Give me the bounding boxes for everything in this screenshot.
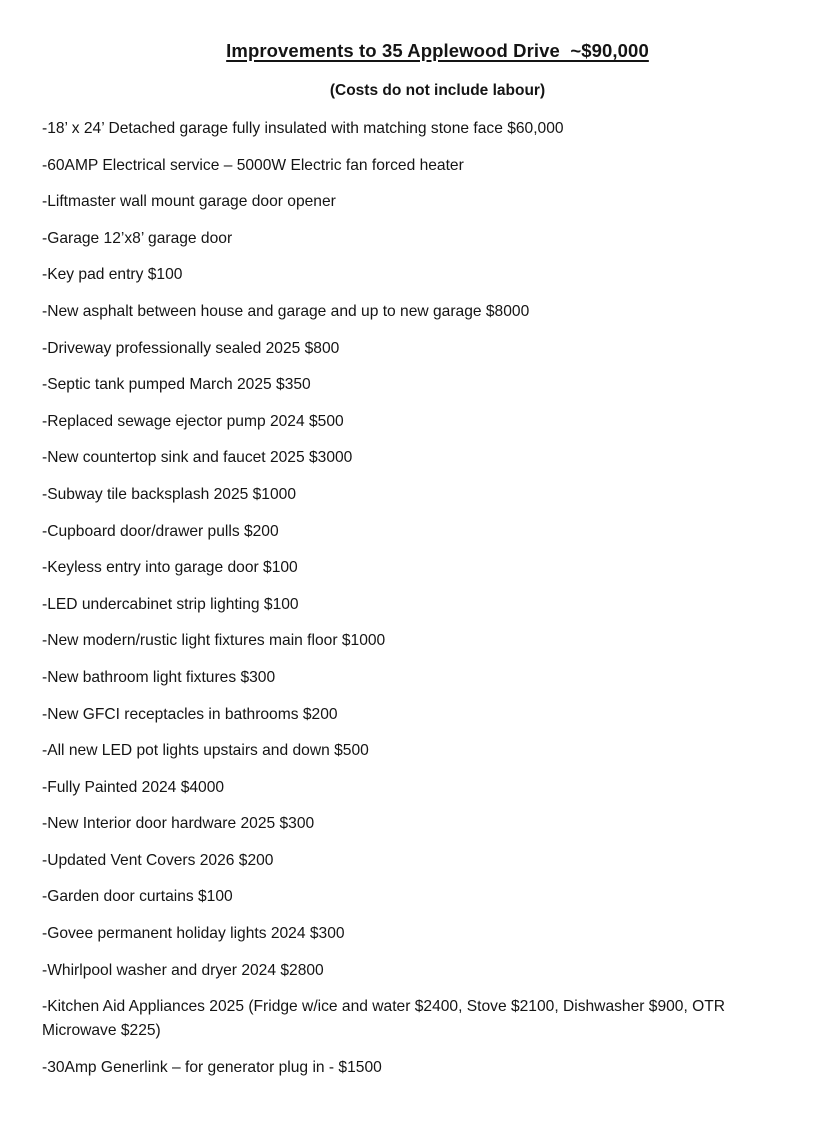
list-item: -Cupboard door/drawer pulls $200 — [42, 522, 279, 540]
list-item: -Septic tank pumped March 2025 $350 — [42, 376, 311, 394]
document-subtitle: (Costs do not include labour) — [329, 82, 546, 99]
list-item: -Fully Painted 2024 $4000 — [42, 778, 225, 796]
list-item: -LED undercabinet strip lighting $100 — [42, 595, 299, 613]
list-item: -New Interior door hardware 2025 $300 — [42, 815, 315, 833]
list-item: -18’ x 24’ Detached garage fully insulated with matching stone face $60,000 — [42, 120, 564, 137]
list-item: -30Amp Generlink – for generator plug in - $1500 — [42, 1058, 382, 1076]
list-item: -Replaced sewage ejector pump 2024 $500 — [42, 412, 344, 430]
list-item: -Kitchen Aid Appliances 2025 (Fridge w/ice and water $2400, Stove $2100, Dishwasher $900, OTR Microwave $225) — [42, 998, 726, 1040]
list-item: -All new LED pot lights upstairs and down $500 — [42, 742, 369, 760]
list-item: -Updated Vent Covers 2026 $200 — [42, 851, 274, 869]
list-item: -Liftmaster wall mount garage door opener — [42, 193, 336, 211]
list-item: -Garage 12’x8’ garage door — [42, 229, 233, 247]
list-item: -Whirlpool washer and dryer 2024 $2800 — [42, 961, 324, 979]
list-item: -Subway tile backsplash 2025 $1000 — [42, 485, 296, 503]
list-item: -New asphalt between house and garage and up to new garage $8000 — [42, 302, 530, 320]
list-item: -Key pad entry $100 — [42, 266, 183, 284]
list-item: -Keyless entry into garage door $100 — [42, 559, 298, 577]
list-item: -Driveway professionally sealed 2025 $800 — [42, 339, 340, 357]
list-item: -New modern/rustic light fixtures main floor $1000 — [42, 632, 386, 650]
list-item: -Govee permanent holiday lights 2024 $300 — [42, 925, 345, 943]
list-item: -60AMP Electrical service – 5000W Electric fan forced heater — [42, 156, 464, 174]
list-item: -New GFCI receptacles in bathrooms $200 — [42, 705, 338, 723]
improvements-list — [42, 117, 802, 1092]
list-item: -New countertop sink and faucet 2025 $3000 — [42, 449, 353, 467]
list-item: -New bathroom light fixtures $300 — [42, 668, 276, 686]
list-item: -Garden door curtains $100 — [42, 888, 233, 906]
document-title: Improvements to 35 Applewood Drive ~$90,000 — [226, 40, 649, 61]
